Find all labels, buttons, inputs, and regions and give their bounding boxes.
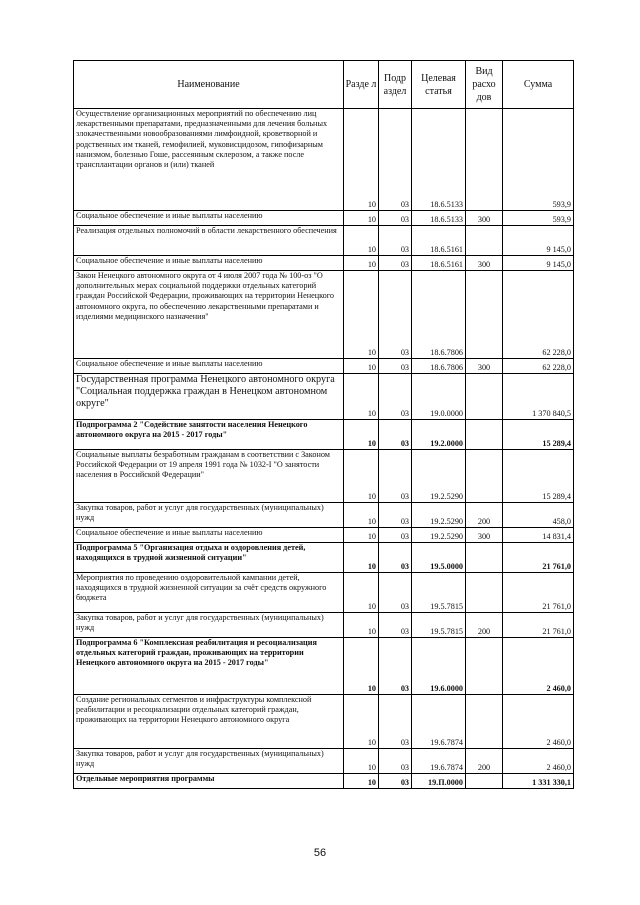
table-row — [74, 573, 574, 613]
cell-amount: 2 460,0 — [503, 638, 574, 695]
table-row — [74, 359, 574, 374]
table-row — [74, 374, 574, 420]
cell-expense-type — [466, 774, 503, 789]
cell-amount: 62 228,0 — [503, 359, 574, 374]
cell-expense-type: 200 — [466, 503, 503, 528]
cell-subsection: 03 — [379, 543, 412, 573]
cell-section: 10 — [344, 226, 379, 256]
cell-subsection: 03 — [379, 109, 412, 211]
cell-subsection: 03 — [379, 374, 412, 420]
cell-expense-type — [466, 271, 503, 359]
cell-target: 19.П.0000 — [412, 774, 466, 789]
cell-name: Подпрограмма 5 "Организация отдыха и оздоровления детей, находящихся в трудной жизненной ситуации" — [74, 543, 344, 573]
cell-expense-type: 300 — [466, 211, 503, 226]
cell-subsection: 03 — [379, 256, 412, 271]
cell-amount: 62 228,0 — [503, 271, 574, 359]
cell-target: 18.6.5133 — [412, 211, 466, 226]
cell-name: Социальные выплаты безработным гражданам в соответствии с Законом Российской Федерации от 19 апреля 1991 года № 1032-I "О занятости населения в Российской Федерации" — [74, 450, 344, 503]
cell-expense-type — [466, 450, 503, 503]
table-row — [74, 109, 574, 211]
cell-section: 10 — [344, 211, 379, 226]
cell-amount: 9 145,0 — [503, 226, 574, 256]
table-row — [74, 638, 574, 695]
cell-target: 18.6.7806 — [412, 271, 466, 359]
cell-name: Мероприятия по проведению оздоровительной кампании детей, находящихся в трудной жизненной ситуации за счёт средств окружного бюджета — [74, 573, 344, 613]
cell-section: 10 — [344, 573, 379, 613]
cell-section: 10 — [344, 109, 379, 211]
page-number: 56 — [313, 847, 327, 859]
cell-section: 10 — [344, 695, 379, 749]
table-row — [74, 613, 574, 638]
cell-name: Осуществление организационных мероприятий по обеспечению лиц лекарственными препаратами, предназначенными для лечения больных злокачественными новообразованиями лимфоидной, кроветворной и родственных им тканей, гемофилией, муковисцидозом, гипофизарным нанизмом, болезнью Гоше, рассеянным склерозом, а также после трансплантации органов и (или) тканей — [74, 109, 344, 211]
table-row — [74, 211, 574, 226]
cell-subsection: 03 — [379, 613, 412, 638]
cell-amount: 14 831,4 — [503, 528, 574, 543]
cell-target: 19.2.5290 — [412, 528, 466, 543]
cell-name: Социальное обеспечение и иные выплаты населению — [74, 256, 344, 271]
table-row — [74, 420, 574, 450]
cell-expense-type: 300 — [466, 528, 503, 543]
cell-target: 19.5.0000 — [412, 543, 466, 573]
cell-subsection: 03 — [379, 638, 412, 695]
cell-section: 10 — [344, 503, 379, 528]
cell-subsection: 03 — [379, 749, 412, 774]
cell-amount: 458,0 — [503, 503, 574, 528]
table-row — [74, 695, 574, 749]
cell-target: 19.6.7874 — [412, 749, 466, 774]
header-name: Наименование — [74, 61, 344, 109]
budget-table — [73, 60, 574, 789]
cell-subsection: 03 — [379, 528, 412, 543]
cell-expense-type — [466, 573, 503, 613]
cell-section: 10 — [344, 420, 379, 450]
cell-subsection: 03 — [379, 226, 412, 256]
cell-section: 10 — [344, 638, 379, 695]
cell-target: 18.6.5133 — [412, 109, 466, 211]
cell-section: 10 — [344, 450, 379, 503]
cell-target: 19.2.5290 — [412, 450, 466, 503]
cell-subsection: 03 — [379, 503, 412, 528]
cell-expense-type — [466, 543, 503, 573]
cell-subsection: 03 — [379, 271, 412, 359]
cell-name: Социальное обеспечение и иные выплаты населению — [74, 211, 344, 226]
cell-amount: 2 460,0 — [503, 695, 574, 749]
cell-amount: 593,9 — [503, 211, 574, 226]
cell-amount: 9 145,0 — [503, 256, 574, 271]
cell-expense-type — [466, 638, 503, 695]
cell-target: 19.0.0000 — [412, 374, 466, 420]
table-row — [74, 503, 574, 528]
cell-expense-type — [466, 109, 503, 211]
cell-expense-type: 300 — [466, 256, 503, 271]
cell-section: 10 — [344, 374, 379, 420]
table-row — [74, 226, 574, 256]
table-row — [74, 528, 574, 543]
cell-name: Подпрограмма 6 "Комплексная реабилитация и ресоциализация отдельных категорий граждан, проживающих на территории Ненецкого автономного округа на 2015 - 2017 годы" — [74, 638, 344, 695]
cell-expense-type: 300 — [466, 359, 503, 374]
table-row — [74, 774, 574, 789]
cell-name: Закупка товаров, работ и услуг для государственных (муниципальных) нужд — [74, 503, 344, 528]
cell-section: 10 — [344, 256, 379, 271]
cell-amount: 1 370 840,5 — [503, 374, 574, 420]
header-row — [74, 61, 574, 109]
cell-name: Отдельные мероприятия программы — [74, 774, 344, 789]
cell-subsection: 03 — [379, 774, 412, 789]
cell-amount: 15 289,4 — [503, 450, 574, 503]
table-row — [74, 450, 574, 503]
cell-name: Реализация отдельных полномочий в области лекарственного обеспечения — [74, 226, 344, 256]
table-row — [74, 271, 574, 359]
cell-amount: 15 289,4 — [503, 420, 574, 450]
cell-amount: 593,9 — [503, 109, 574, 211]
header-expense-type: Вид расхо дов — [466, 61, 503, 109]
cell-target: 19.6.7874 — [412, 695, 466, 749]
cell-amount: 1 331 330,1 — [503, 774, 574, 789]
cell-expense-type — [466, 420, 503, 450]
cell-section: 10 — [344, 749, 379, 774]
cell-subsection: 03 — [379, 573, 412, 613]
table-row — [74, 543, 574, 573]
cell-expense-type: 200 — [466, 613, 503, 638]
cell-section: 10 — [344, 359, 379, 374]
cell-section: 10 — [344, 528, 379, 543]
cell-name: Социальное обеспечение и иные выплаты населению — [74, 359, 344, 374]
cell-name: Создание региональных сегментов и инфраструктуры комплексной реабилитации и ресоциализации отдельных категорий граждан, проживающих на территории Ненецкого автономного округа — [74, 695, 344, 749]
cell-section: 10 — [344, 774, 379, 789]
cell-target: 19.6.0000 — [412, 638, 466, 695]
cell-name: Закупка товаров, работ и услуг для государственных (муниципальных) нужд — [74, 613, 344, 638]
cell-subsection: 03 — [379, 420, 412, 450]
cell-subsection: 03 — [379, 359, 412, 374]
cell-expense-type — [466, 226, 503, 256]
cell-target: 19.5.7815 — [412, 613, 466, 638]
header-subsection: Подр аздел — [379, 61, 412, 109]
cell-expense-type — [466, 374, 503, 420]
cell-subsection: 03 — [379, 211, 412, 226]
cell-target: 19.2.5290 — [412, 503, 466, 528]
cell-amount: 21 761,0 — [503, 573, 574, 613]
header-section: Разде л — [344, 61, 379, 109]
cell-amount: 21 761,0 — [503, 543, 574, 573]
cell-expense-type — [466, 695, 503, 749]
cell-section: 10 — [344, 613, 379, 638]
cell-target: 18.6.5161 — [412, 226, 466, 256]
cell-name: Государственная программа Ненецкого автономного округа "Социальная поддержка граждан в Ненецком автономном округе" — [74, 374, 344, 420]
cell-subsection: 03 — [379, 450, 412, 503]
table-row — [74, 256, 574, 271]
header-target: Целевая статья — [412, 61, 466, 109]
cell-target: 19.5.7815 — [412, 573, 466, 613]
cell-name: Закон Ненецкого автономного округа от 4 июля 2007 года № 100-оз "О дополнительных мерах социальной поддержки отдельных категорий граждан Российской Федерации, проживающих на территории Ненецкого автономного округа, по обеспечению лекарственными препаратами и изделиями медицинского назначения" — [74, 271, 344, 359]
cell-name: Социальное обеспечение и иные выплаты населению — [74, 528, 344, 543]
cell-target: 18.6.5161 — [412, 256, 466, 271]
cell-amount: 21 761,0 — [503, 613, 574, 638]
header-amount: Сумма — [503, 61, 574, 109]
cell-name: Подпрограмма 2 "Содействие занятости населения Ненецкого автономного округа на 2015 - 2017 годы" — [74, 420, 344, 450]
cell-target: 18.6.7806 — [412, 359, 466, 374]
cell-target: 19.2.0000 — [412, 420, 466, 450]
cell-section: 10 — [344, 543, 379, 573]
table-row — [74, 749, 574, 774]
cell-section: 10 — [344, 271, 379, 359]
cell-subsection: 03 — [379, 695, 412, 749]
cell-expense-type: 200 — [466, 749, 503, 774]
cell-name: Закупка товаров, работ и услуг для государственных (муниципальных) нужд — [74, 749, 344, 774]
table-body — [74, 109, 574, 789]
cell-amount: 2 460,0 — [503, 749, 574, 774]
